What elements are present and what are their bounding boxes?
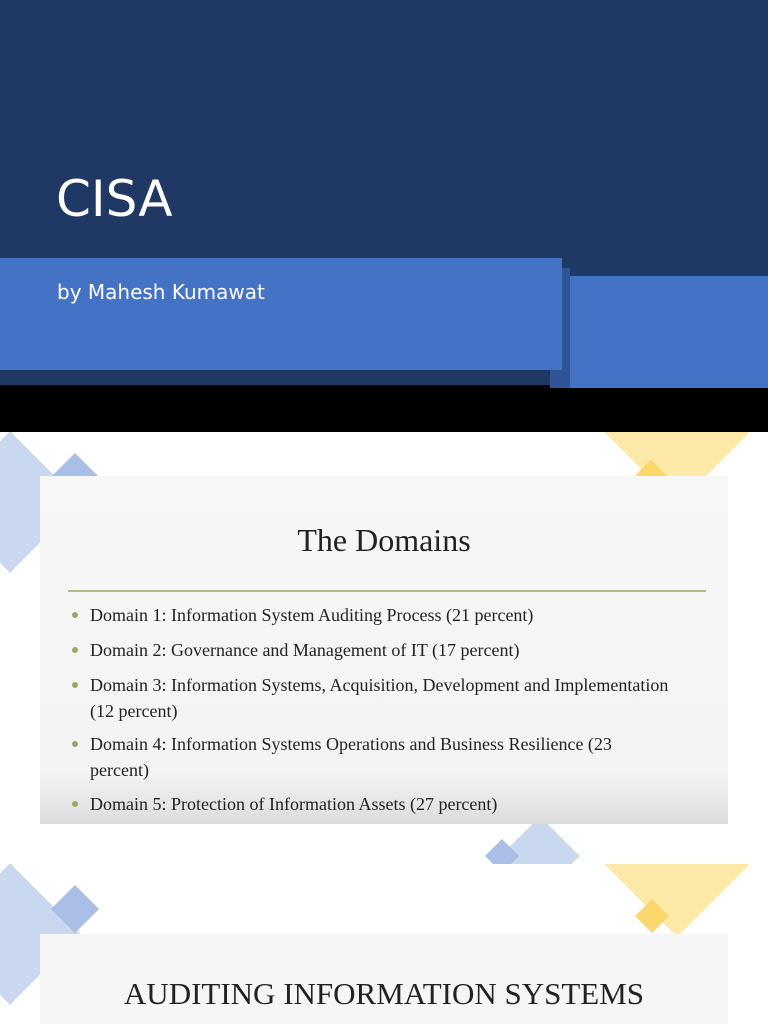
list-item — [90, 602, 670, 628]
domains-heading: The Domains — [297, 522, 471, 558]
bullet-icon — [72, 741, 78, 747]
accent-band-left — [0, 258, 562, 370]
domain-text: Domain 2: Governance and Management of IT (17 percent) — [90, 640, 520, 660]
slide-auditing[interactable] — [0, 864, 768, 1024]
presentation-title: CISA — [56, 170, 173, 228]
bullet-icon — [72, 647, 78, 653]
decor-diamond-right-yellow — [599, 864, 755, 937]
domain-text: Domain 5: Protection of Information Assets (27 percent) — [90, 794, 498, 814]
domain-text: Domain 4: Information Systems Operations and Business Resilience (23 percent) — [90, 734, 612, 780]
auditing-heading: AUDITING INFORMATION SYSTEMS — [123, 976, 645, 1011]
domain-text: Domain 1: Information System Auditing Process (21 percent) — [90, 605, 534, 625]
domains-picture — [40, 476, 728, 824]
bullet-icon — [72, 682, 78, 688]
list-item — [90, 731, 670, 783]
list-item — [90, 672, 670, 724]
domain-text: Domain 3: Information Systems, Acquisition, Development and Implementation (12 percent) — [90, 675, 669, 721]
bullet-icon — [72, 612, 78, 618]
accent-band-right — [570, 276, 768, 388]
slide-domains[interactable] — [0, 432, 768, 864]
heading-divider — [68, 590, 706, 592]
slide-title[interactable] — [0, 0, 768, 432]
presentation-subtitle: by Mahesh Kumawat — [57, 280, 265, 304]
list-item — [90, 637, 670, 663]
bullet-icon — [72, 801, 78, 807]
auditing-picture — [40, 934, 728, 1024]
list-item — [90, 791, 670, 817]
